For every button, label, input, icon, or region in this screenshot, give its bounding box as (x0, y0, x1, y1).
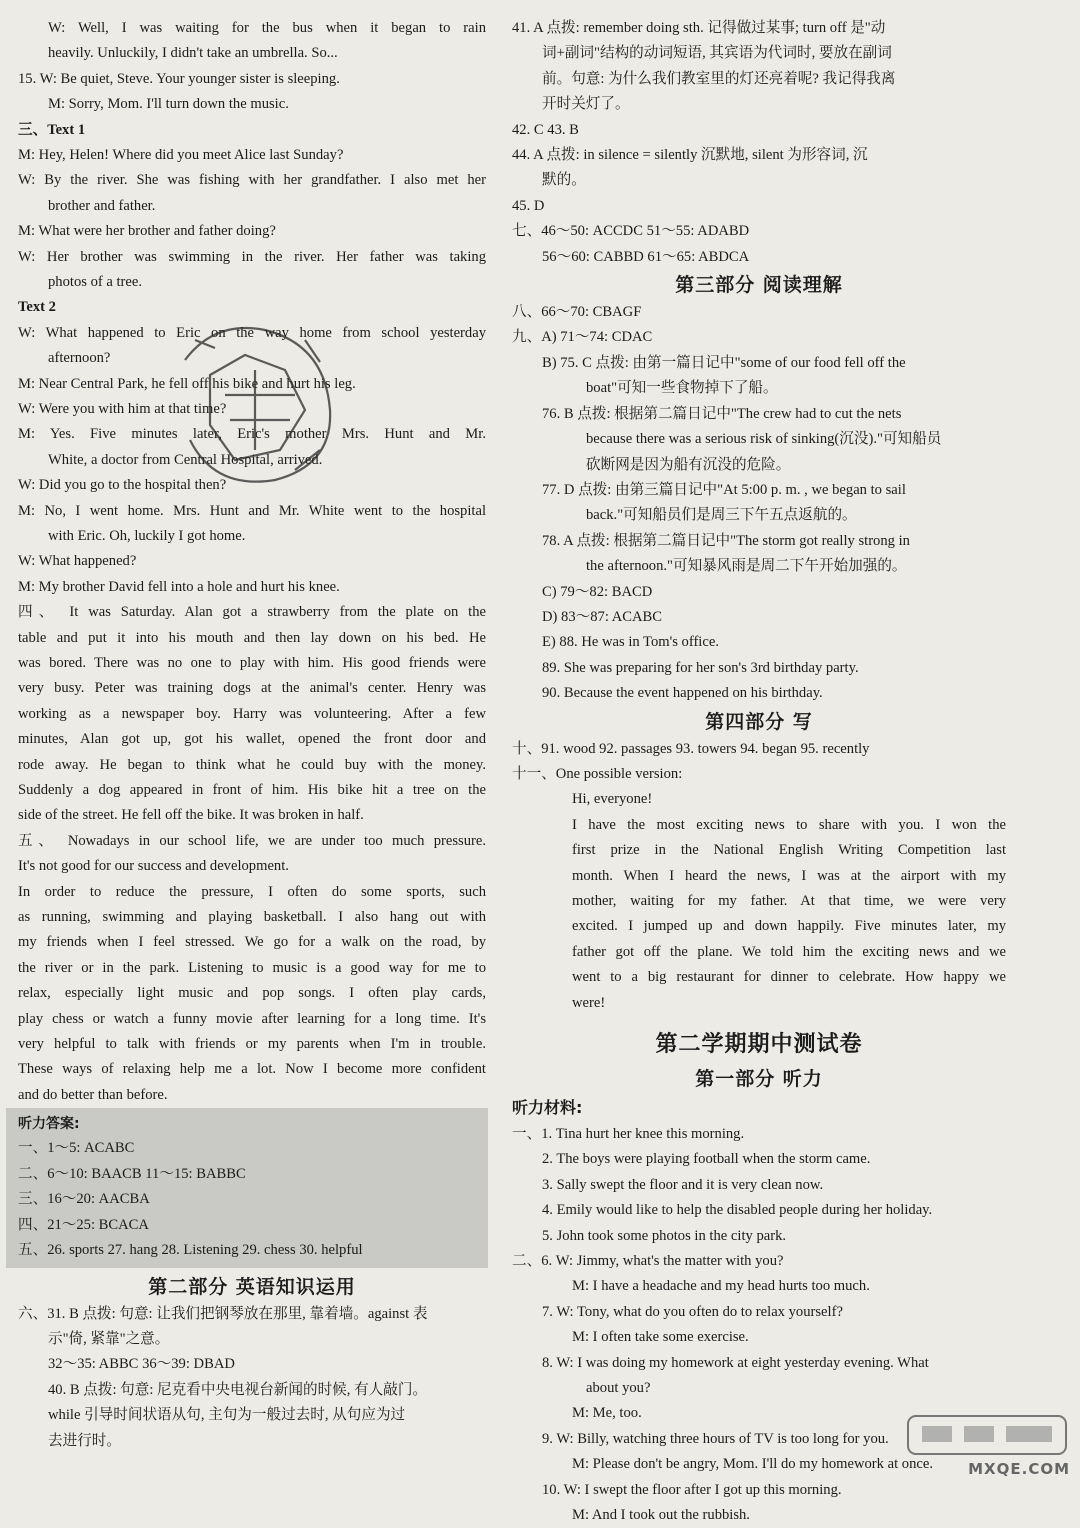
section4-title: 第四部分 写 (705, 710, 813, 733)
transcript-line: photos of a tree. (48, 274, 143, 291)
section2-title: 第二部分 英语知识运用 (148, 1275, 356, 1298)
answers-list (18, 1136, 488, 1264)
right-column (512, 16, 1006, 1528)
left-transcript-block (18, 16, 486, 1108)
transcript-line: and do better than before. (18, 1086, 168, 1103)
listening-line: M: And I took out the rubbish. (572, 1507, 750, 1524)
transcript-line: relax, especially light music and pop songs. I often play cards, (18, 985, 486, 1002)
part1-title: 第一部分 听力 (695, 1067, 823, 1090)
knowledge-line: 示"倚, 紧靠"之意。 (48, 1331, 170, 1348)
writing-line: excited. I jumped up and down happily. Five minutes later, my (572, 918, 1006, 935)
answer-line: 一、1～5: ACABC (18, 1140, 135, 1157)
reading-line: 九、A) 71～74: CDAC (512, 329, 653, 346)
transcript-line: table and put it into his mouth and then lay down on his bed. He (18, 629, 486, 646)
answer-line: 42. C 43. B (512, 121, 579, 138)
transcript-line: 15. W: Be quiet, Steve. Your younger sister is sleeping. (18, 70, 340, 87)
writing-line: father got off the plane. We told him the exciting news and we (572, 943, 1006, 960)
left-knowledge-block (18, 1302, 486, 1454)
reading-line: C) 79～82: BACD (542, 583, 653, 600)
transcript-line: working as a newspaper boy. Harry was volunteering. After a few (18, 705, 486, 722)
knowledge-line: 40. B 点拨: 句意: 尼克看中央电视台新闻的时候, 有人敲门。 (48, 1381, 428, 1398)
writing-line: 十、91. wood 92. passages 93. towers 94. began 95. recently (512, 740, 870, 757)
transcript-line: Text 2 (18, 299, 56, 316)
answer-line: 默的。 (542, 172, 586, 189)
transcript-line: side of the street. He fell off the bike. It was broken in half. (18, 807, 364, 824)
transcript-line: 四、 It was Saturday. Alan got a strawberry from the plate on the (18, 604, 486, 621)
transcript-line: W: By the river. She was fishing with her grandfather. I also met her (18, 172, 486, 189)
knowledge-line: 32～35: ABBC 36～39: DBAD (48, 1356, 235, 1373)
writing-line: Hi, everyone! (572, 791, 653, 808)
knowledge-line: 去进行时。 (48, 1432, 121, 1449)
answer-line: 四、21～25: BCACA (18, 1216, 149, 1233)
listening-answers-box (6, 1108, 488, 1268)
transcript-line: M: Yes. Five minutes later, Eric's mother Mrs. Hunt and Mr. (18, 426, 486, 443)
reading-line: 90. Because the event happened on his birthday. (542, 685, 823, 702)
reading-line: because there was a serious risk of sinking(沉没)."可知船员 (586, 431, 942, 448)
transcript-line: was bored. There was no one to play with him. His good friends were (18, 655, 486, 672)
writing-line: were! (572, 994, 606, 1011)
transcript-line: minutes, Alan got up, got his wallet, opened the front door and (18, 731, 486, 748)
listening-line: 3. Sally swept the floor and it is very clean now. (542, 1176, 824, 1193)
reading-line: E) 88. He was in Tom's office. (542, 634, 719, 651)
transcript-line: W: Did you go to the hospital then? (18, 477, 227, 494)
transcript-line: very busy. Peter was training dogs at the animal's center. Henry was (18, 680, 486, 697)
writing-line: 十一、One possible version: (512, 765, 683, 782)
transcript-line: M: Sorry, Mom. I'll turn down the music. (48, 96, 289, 113)
reading-line: B) 75. C 点拨: 由第一篇日记中"some of our food fell off the (542, 354, 906, 371)
reading-line: back."可知船员们是周三下午五点返航的。 (586, 507, 857, 524)
listening-line: M: I have a headache and my head hurts too much. (572, 1278, 870, 1295)
transcript-line: W: Were you with him at that time? (18, 401, 227, 418)
transcript-line: heavily. Unluckily, I didn't take an umbrella. So... (48, 45, 338, 62)
transcript-line: my friends when I feel stressed. We go for a walk on the road, by (18, 934, 486, 951)
writing-line: mother, waiting for my father. At that time, we were very (572, 892, 1006, 909)
transcript-line: M: Near Central Park, he fell off his bike and hurt his leg. (18, 375, 356, 392)
reading-line: 89. She was preparing for her son's 3rd birthday party. (542, 659, 859, 676)
listening-line: 5. John took some photos in the city park. (542, 1227, 787, 1244)
transcript-line: as running, swimming and playing basketball. I also hang out with (18, 908, 486, 925)
answer-line: 七、46～50: ACCDC 51～55: ADABD (512, 223, 750, 240)
transcript-line: W: What happened? (18, 553, 137, 570)
listening-line: 9. W: Billy, watching three hours of TV is too long for you. (542, 1430, 889, 1447)
listening-line: 7. W: Tony, what do you often do to relax yourself? (542, 1303, 843, 1320)
reading-line: the afternoon."可知暴风雨是周二下午开始加强的。 (586, 558, 907, 575)
transcript-line: play chess or watch a funny movie after learning for a long time. It's (18, 1010, 486, 1027)
reading-line: 八、66～70: CBAGF (512, 304, 642, 321)
transcript-line: W: What happened to Eric on the way home from school yesterday (18, 324, 486, 341)
transcript-line: with Eric. Oh, luckily I got home. (48, 528, 246, 545)
answer-line: 44. A 点拨: in silence = silently 沉默地, silent 为形容词, 沉 (512, 147, 868, 164)
transcript-line: M: Hey, Helen! Where did you meet Alice last Sunday? (18, 147, 344, 164)
transcript-line: These ways of relaxing help me a lot. Now I become more confident (18, 1061, 486, 1078)
answer-line: 词+副词"结构的动词短语, 其宾语为代词时, 要放在副词 (542, 45, 892, 62)
section3-title: 第三部分 阅读理解 (675, 274, 843, 297)
transcript-line: M: What were her brother and father doing? (18, 223, 276, 240)
answer-line: 三、16～20: AACBA (18, 1191, 150, 1208)
knowledge-line: while 引导时间状语从句, 主句为一般过去时, 从句应为过 (48, 1407, 406, 1424)
transcript-line: White, a doctor from Central Hospital, arrived. (48, 451, 323, 468)
transcript-line: the river or in the park. Listening to music is a good way for me to (18, 959, 486, 976)
listening-material-head: 听力材料: (512, 1097, 583, 1117)
reading-line: D) 83～87: ACABC (542, 608, 663, 625)
reading-line: 砍断网是因为船有沉没的危险。 (586, 456, 791, 473)
writing-line: I have the most exciting news to share with you. I won the (572, 816, 1006, 833)
writing-answers-block (512, 737, 1006, 1016)
transcript-line: In order to reduce the pressure, I often do some sports, such (18, 883, 486, 900)
answer-line: 41. A 点拨: remember doing sth. 记得做过某事; turn off 是"动 (512, 20, 886, 36)
listening-line: 二、6. W: Jimmy, what's the matter with you? (512, 1252, 784, 1269)
writing-line: went to a big restaurant for dinner to celebrate. How happy we (572, 969, 1006, 986)
reading-line: boat"可知一些食物掉下了船。 (586, 380, 778, 397)
listening-line: 10. W: I swept the floor after I got up this morning. (542, 1481, 842, 1498)
answer-line: 开时关灯了。 (542, 96, 630, 113)
answer-line: 56～60: CABBD 61～65: ABDCA (542, 248, 750, 265)
listening-line: 4. Emily would like to help the disabled people during her holiday. (542, 1202, 933, 1219)
transcript-line: afternoon? (48, 350, 111, 367)
listening-line: M: Me, too. (572, 1405, 642, 1422)
reading-line: 78. A 点拨: 根据第二篇日记中"The storm got really strong in (542, 532, 910, 549)
answer-line: 前。句意: 为什么我们教室里的灯还亮着呢? 我记得我离 (542, 70, 896, 87)
reading-line: 76. B 点拨: 根据第二篇日记中"The crew had to cut the nets (542, 405, 902, 422)
reading-answers-block (512, 300, 1006, 707)
transcript-line: W: Her brother was swimming in the river. Her father was taking (18, 248, 486, 265)
answers-title: 听力答案: (18, 1116, 80, 1133)
answer-line: 二、6～10: BAACB 11～15: BABBC (18, 1165, 246, 1182)
listening-line: M: I often take some exercise. (572, 1329, 749, 1346)
listening-line: M: Please don't be angry, Mom. I'll do my homework at once. (572, 1456, 933, 1473)
exam-title: 第二学期期中测试卷 (655, 1031, 863, 1057)
answer-line: 45. D (512, 197, 545, 214)
watermark-text: MXQE.COM (968, 1460, 1070, 1478)
transcript-line: very helpful to talk with friends or my parents when I'm in trouble. (18, 1035, 486, 1052)
writing-line: month. When I heard the news, I was at the airport with my (572, 867, 1006, 884)
listening-line: about you? (586, 1379, 651, 1396)
transcript-line: rode away. He began to think what he could buy with the money. (18, 756, 486, 773)
answer-line: 五、26. sports 27. hang 28. Listening 29. chess 30. helpful (18, 1242, 363, 1259)
transcript-line: M: No, I went home. Mrs. Hunt and Mr. White went to the hospital (18, 502, 486, 519)
knowledge-line: 六、31. B 点拨: 句意: 让我们把钢琴放在那里, 靠着墙。against 表 (18, 1305, 428, 1322)
transcript-line: 五、 Nowadays in our school life, we are under too much pressure. (18, 832, 486, 849)
transcript-line: W: Well, I was waiting for the bus when it began to rain (48, 20, 486, 36)
transcript-line: Suddenly a dog appeared in front of him. His bike hit a tree on the (18, 781, 486, 798)
transcript-line: brother and father. (48, 197, 156, 214)
transcript-line: M: My brother David fell into a hole and hurt his knee. (18, 578, 340, 595)
right-answers-block (512, 16, 1006, 270)
left-column (18, 16, 486, 1454)
transcript-line: It's not good for our success and development. (18, 858, 289, 875)
writing-line: first prize in the National English Writing Competition last (572, 842, 1006, 859)
listening-line: 8. W: I was doing my homework at eight yesterday evening. What (542, 1354, 929, 1371)
listening-line: 一、1. Tina hurt her knee this morning. (512, 1125, 745, 1142)
listening-line: 2. The boys were playing football when the storm came. (542, 1151, 871, 1168)
transcript-line: 三、Text 1 (18, 121, 86, 138)
reading-line: 77. D 点拨: 由第三篇日记中"At 5:00 p. m. , we began to sail (542, 481, 906, 498)
